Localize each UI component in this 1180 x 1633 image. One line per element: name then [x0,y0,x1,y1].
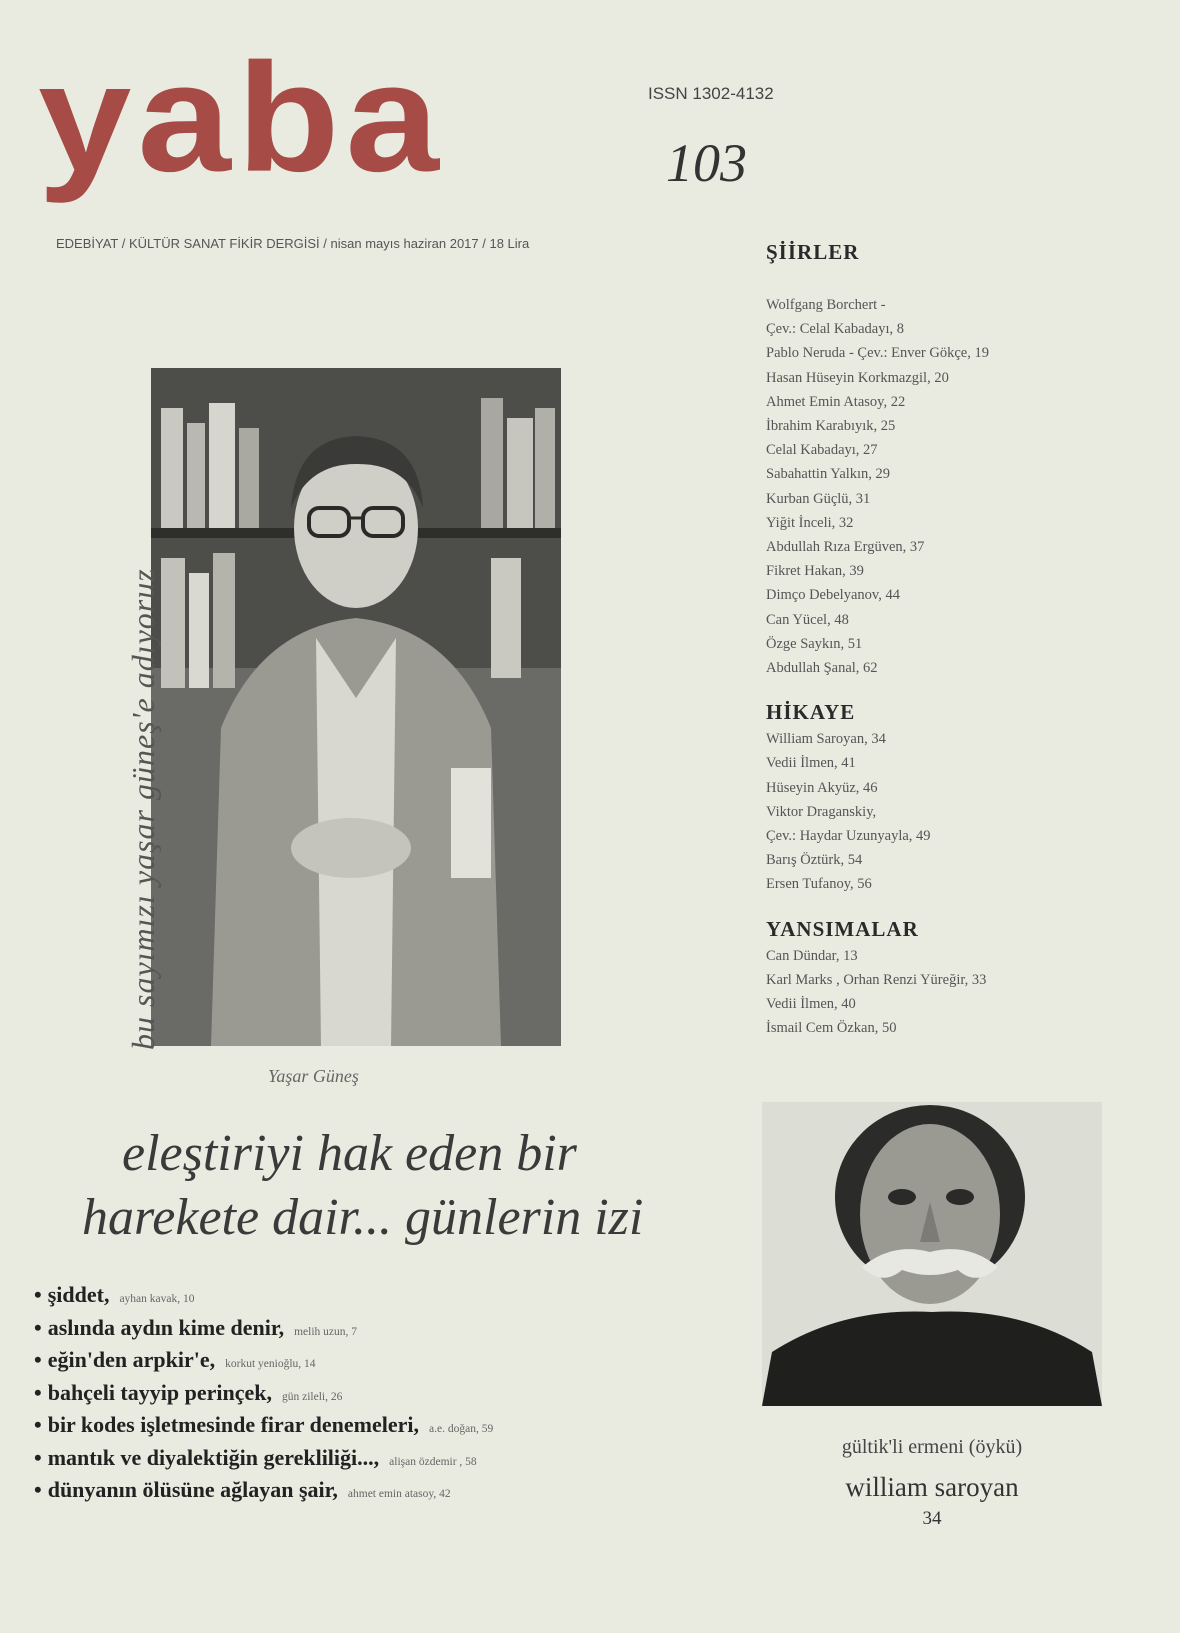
article-title: dünyanın ölüsüne ağlayan şair, [47,1477,338,1502]
article-author: alişan özdemir , 58 [389,1455,477,1468]
toc-heading-reflections: YANSIMALAR [766,916,919,941]
magazine-subtitle: EDEBİYAT / KÜLTÜR SANAT FİKİR DERGİSİ / nisan mayıs haziran 2017 / 18 Lira [56,236,530,251]
bullet-icon: • [34,1477,42,1502]
article-author: ahmet emin atasoy, 42 [347,1488,451,1500]
photo-caption: Yaşar Güneş [268,1066,359,1086]
toc-item: Wolfgang Borchert - [766,297,886,313]
article-author: gün zileli, 26 [281,1390,343,1403]
toc-item: Abdullah Şanal, 62 [766,660,878,677]
toc-item: Hasan Hüseyin Korkmazgil, 20 [766,369,949,386]
table-of-contents [766,240,1166,1040]
article-author: korkut yenioğlu, 14 [225,1358,316,1370]
toc-list-reflections [766,944,1166,1041]
article-item [34,1477,754,1510]
toc-heading-stories: HİKAYE [766,700,856,725]
toc-list-poems [766,293,1166,680]
toc-item: Vedii İlmen, 40 [766,996,856,1013]
toc-item: Viktor Draganskiy, [766,803,877,820]
toc-item: Celal Kabadayı, 27 [766,442,878,459]
toc-item: Çev.: Haydar Uzunyayla, 49 [766,828,931,845]
toc-item: Kurban Güçlü, 31 [766,490,871,507]
article-title: mantık ve diyalektiğin gerekliliği..., [47,1444,380,1470]
article-title: aslında aydın kime denir, [47,1314,285,1340]
headline-line-1: eleştiriyi hak eden bir [122,1125,577,1182]
toc-item: İsmail Cem Özkan, 50 [766,1020,897,1037]
article-author: melih uzun, 7 [294,1325,357,1338]
article-item [34,1412,754,1445]
article-list [34,1282,754,1510]
headline-line-2: harekete dair... günlerin izi [82,1189,644,1246]
toc-item: Barış Öztürk, 54 [766,852,863,869]
magazine-logo: yaba [38,30,445,204]
toc-item: Can Yücel, 48 [766,611,849,628]
issn-number: ISSN 1302-4132 [648,84,774,103]
feature-story-author: william saroyan [845,1472,1019,1502]
bullet-icon: • [34,1379,42,1405]
bullet-icon: • [34,1314,42,1340]
toc-item: William Saroyan, 34 [766,731,886,748]
toc-list-stories [766,727,1166,896]
article-title: bir kodes işletmesinde firar denemeleri, [47,1412,420,1437]
toc-item: Abdullah Rıza Ergüven, 37 [766,539,925,556]
article-item [34,1380,754,1413]
issue-number: 103 [666,133,747,193]
toc-item: Ahmet Emin Atasoy, 22 [766,393,906,410]
toc-item: Çev.: Celal Kabadayı, 8 [766,321,904,338]
bullet-icon: • [34,1444,42,1470]
feature-story-title: gültik'li ermeni (öykü) [841,1436,1023,1458]
article-item [34,1445,754,1478]
toc-heading-poems: ŞİİRLER [766,240,860,264]
portrait-william-saroyan [762,1102,1102,1406]
bullet-icon: • [34,1347,42,1372]
article-title: bahçeli tayyip perinçek, [47,1379,272,1405]
toc-item: Dimço Debelyanov, 44 [766,587,900,604]
article-title: şiddet, [47,1282,110,1307]
toc-item: Karl Marks , Orhan Renzi Yüreğir, 33 [766,971,987,988]
portrait-illustration [762,1102,1102,1406]
article-item [34,1282,754,1315]
cover-headline [82,1122,782,1250]
article-author: a.e. doğan, 59 [429,1423,494,1435]
feature-story-page: 34 [922,1508,942,1529]
toc-item: Hüseyin Akyüz, 46 [766,779,878,796]
toc-item: Can Dündar, 13 [766,947,858,964]
toc-item: Sabahattin Yalkın, 29 [766,466,891,483]
photo-illustration [151,368,561,1046]
toc-item: Pablo Neruda - Çev.: Enver Gökçe, 19 [766,345,989,362]
toc-item: Yiğit İnceli, 32 [766,514,854,531]
article-author: ayhan kavak, 10 [119,1293,195,1305]
toc-item: İbrahim Karabıyık, 25 [766,418,896,435]
bullet-icon: • [34,1412,42,1437]
dedication-vertical-text: bu sayımızı yaşar güneş'e adıyoruz [125,568,161,1050]
toc-item: Fikret Hakan, 39 [766,563,864,580]
toc-item: Ersen Tufanoy, 56 [766,876,872,893]
toc-item: Özge Saykın, 51 [766,635,863,652]
toc-item: Vedii İlmen, 41 [766,755,856,772]
bullet-icon: • [34,1282,42,1307]
article-title: eğin'den arpkir'e, [47,1347,216,1372]
cover-photo-yasar-gunes [151,368,561,1046]
article-item [34,1315,754,1348]
article-item [34,1347,754,1380]
